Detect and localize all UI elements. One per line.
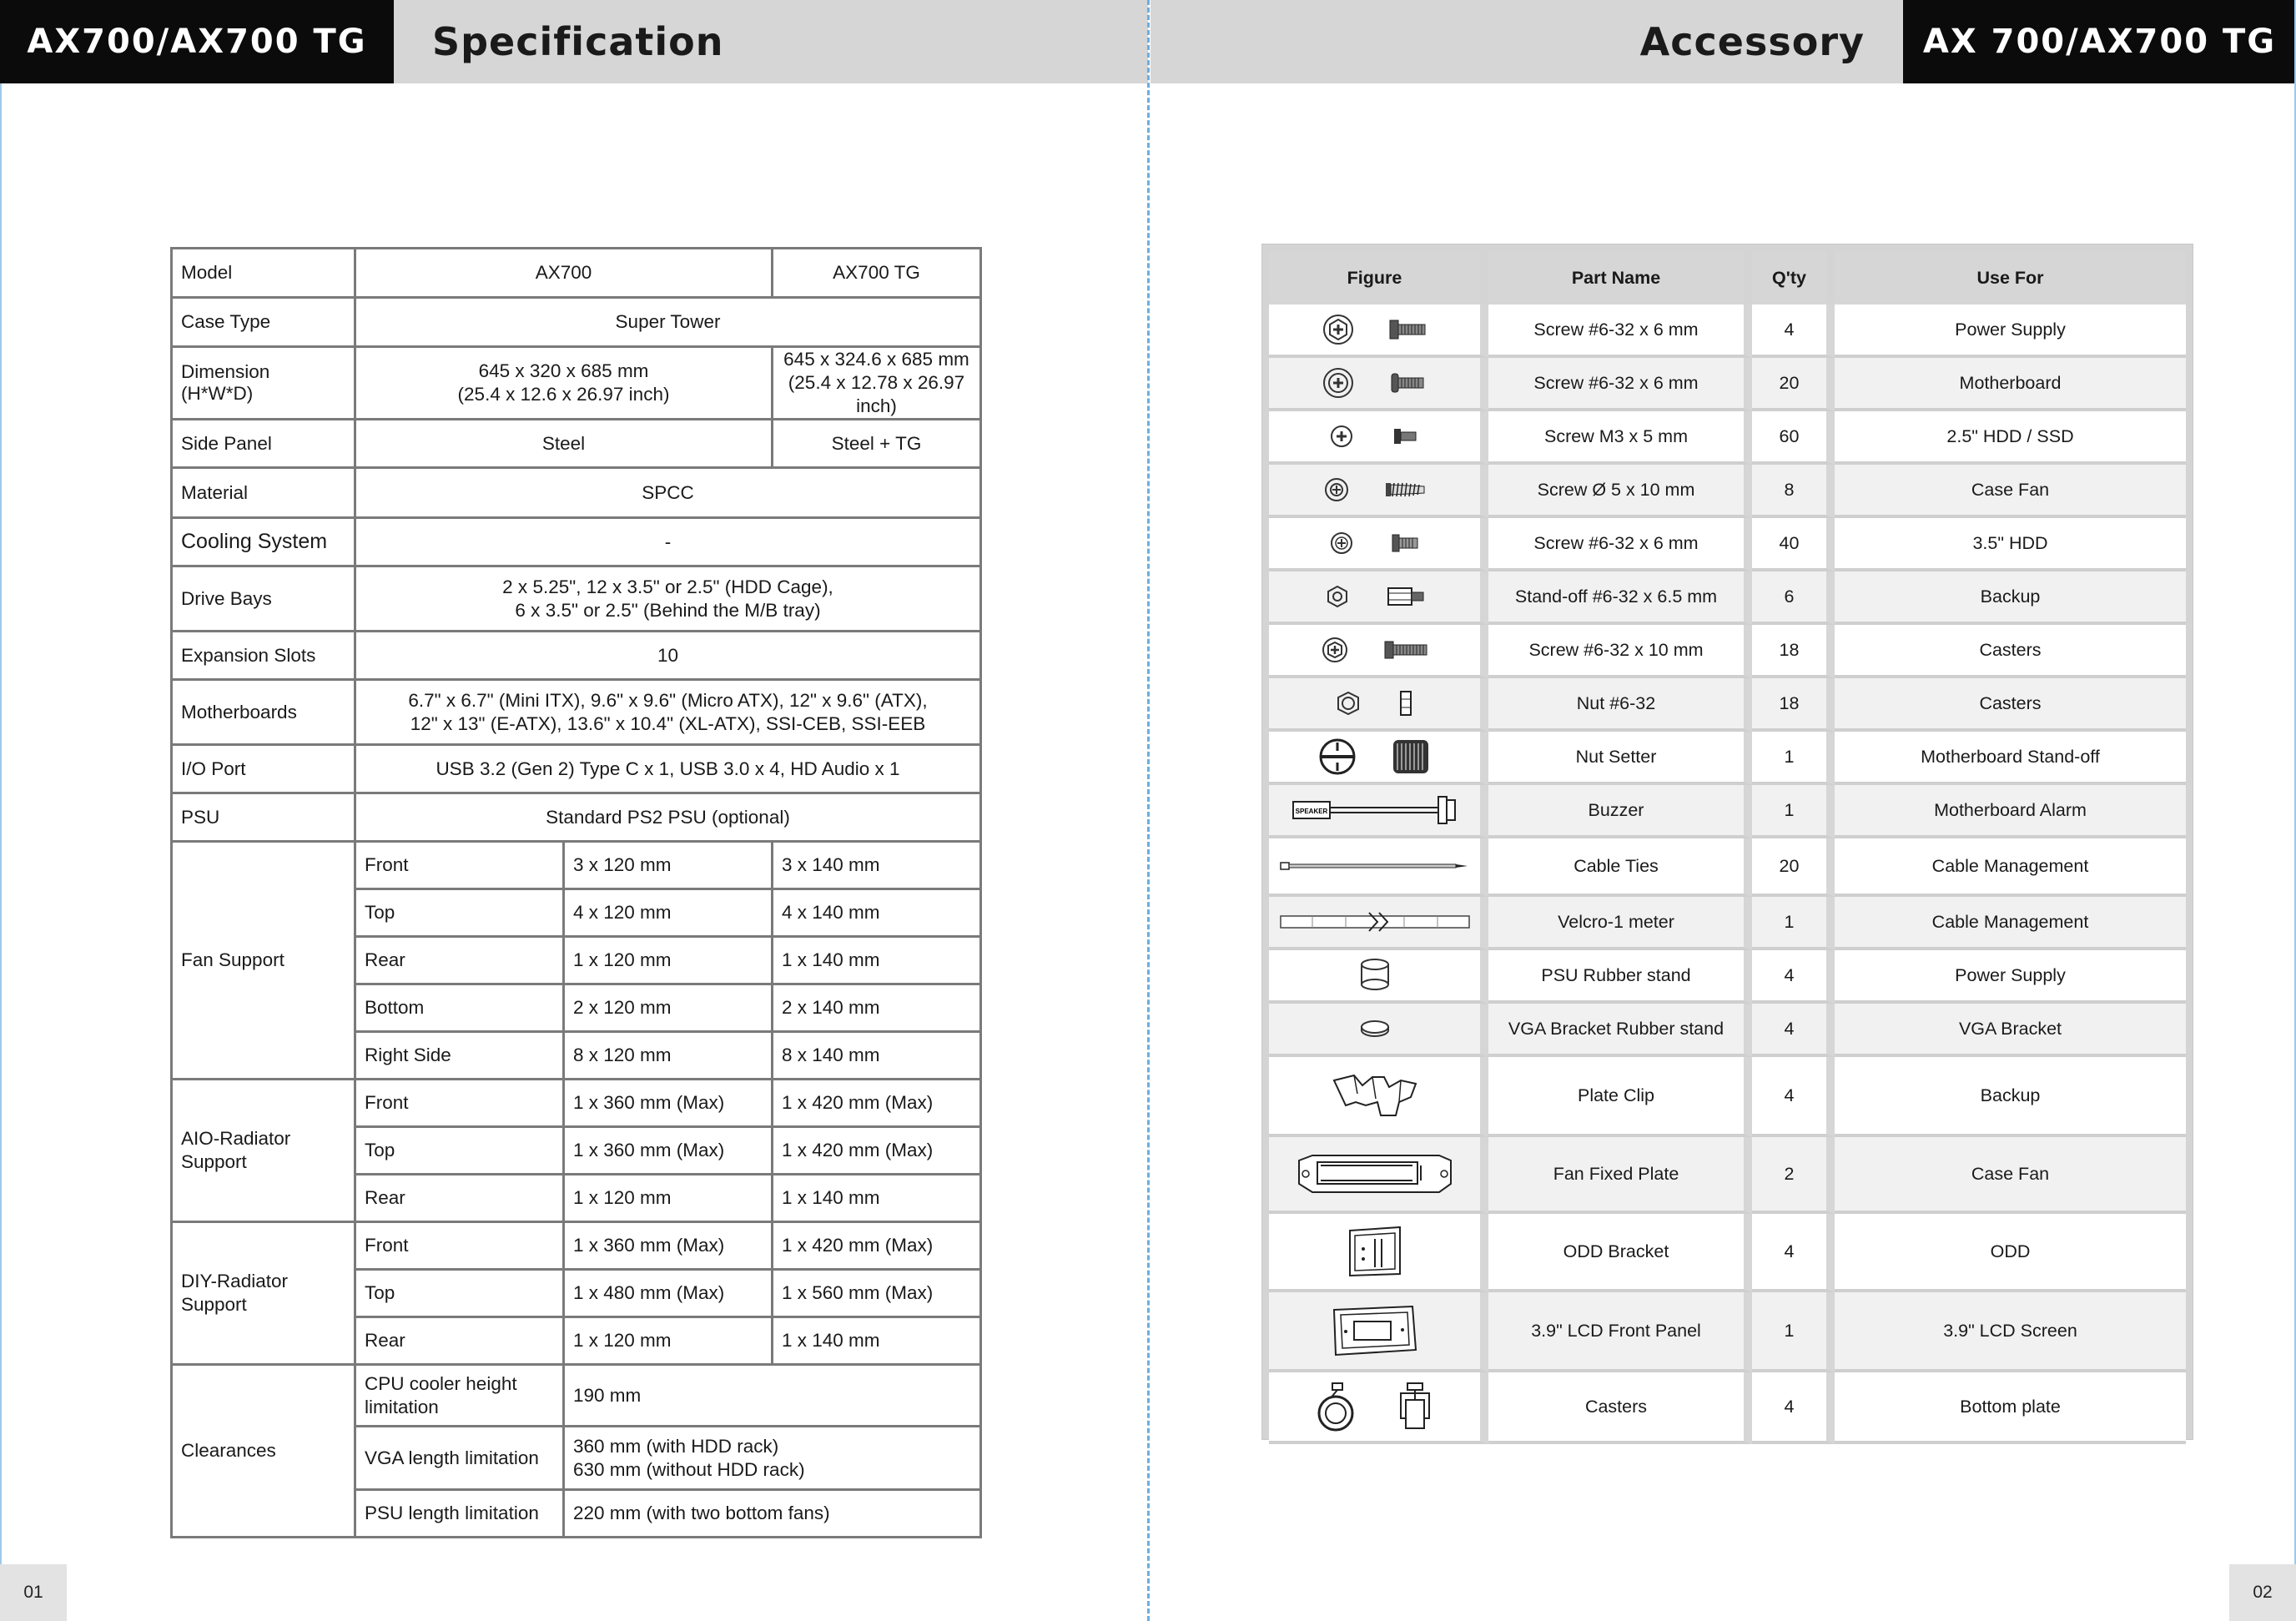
- part-use: 3.9" LCD Screen: [1835, 1292, 2186, 1372]
- part-use: Backup: [1835, 1057, 2186, 1137]
- spec-label: PSU: [172, 793, 355, 842]
- spec-row-psu: [172, 793, 981, 842]
- part-name: Nut Setter: [1488, 732, 1752, 785]
- specification-table: [170, 247, 982, 1538]
- spec-label: Side Panel: [172, 420, 355, 468]
- accessory-row: [1269, 678, 2186, 732]
- spec-value: -: [355, 518, 981, 566]
- spec-row-aio-front: [172, 1080, 981, 1127]
- accessory-row: [1269, 732, 2186, 785]
- spec-value: 1 x 480 mm (Max): [564, 1270, 773, 1317]
- spec-value: 220 mm (with two bottom fans): [564, 1490, 981, 1538]
- drive-bays-line2: 6 x 3.5" or 2.5" (Behind the M/B tray): [515, 599, 821, 621]
- part-use: Backup: [1835, 571, 2186, 625]
- spec-row-dimension: [172, 347, 981, 420]
- part-qty: 2: [1752, 1137, 1835, 1214]
- spec-position: Bottom: [355, 984, 564, 1032]
- spec-label: Expansion Slots: [172, 632, 355, 680]
- motherboards-line2: 12" x 13" (E-ATX), 13.6" x 10.4" (XL-ATX), SSI-CEB, SSI-EEB: [410, 712, 926, 734]
- spec-position: Front: [355, 1222, 564, 1270]
- spec-value: 4 x 120 mm: [564, 889, 773, 937]
- page-number-left: [0, 1564, 67, 1621]
- part-use: ODD: [1835, 1214, 2186, 1292]
- accessory-row: [1269, 785, 2186, 838]
- part-qty: 4: [1752, 1372, 1835, 1444]
- vga-line2: 630 mm (without HDD rack): [573, 1458, 805, 1480]
- accessory-row: [1269, 625, 2186, 678]
- part-qty: 60: [1752, 411, 1835, 465]
- right-model-header: [1903, 0, 2296, 83]
- part-name: Stand-off #6-32 x 6.5 mm: [1488, 571, 1752, 625]
- part-name: Screw #6-32 x 6 mm: [1488, 358, 1752, 411]
- part-use: Cable Management: [1835, 897, 2186, 950]
- caster-icon: [1270, 1373, 1479, 1440]
- motherboards-line1: 6.7" x 6.7" (Mini ITX), 9.6" x 9.6" (Micro ATX), 12" x 9.6" (ATX),: [408, 689, 928, 711]
- dimension-ax700-line2: (25.4 x 12.6 x 26.97 inch): [457, 384, 670, 405]
- spec-label: I/O Port: [172, 745, 355, 793]
- part-name: 3.9" LCD Front Panel: [1488, 1292, 1752, 1372]
- spec-position: VGA length limitation: [355, 1427, 564, 1490]
- part-qty: 4: [1752, 1057, 1835, 1137]
- spec-value: 1 x 420 mm (Max): [773, 1127, 981, 1175]
- diy-label-line1: DIY-Radiator: [181, 1271, 288, 1291]
- spec-value: 190 mm: [564, 1365, 981, 1427]
- spec-row-material: [172, 468, 981, 518]
- accessory-row: [1269, 1292, 2186, 1372]
- accessory-row: [1269, 897, 2186, 950]
- long-screw-icon: [1270, 626, 1479, 674]
- accessory-row: [1269, 838, 2186, 897]
- part-use: 2.5" HDD / SSD: [1835, 411, 2186, 465]
- rubber-stand-icon: [1270, 951, 1479, 999]
- part-name: ODD Bracket: [1488, 1214, 1752, 1292]
- buzzer-speaker-label: SPEAKER: [1295, 808, 1327, 815]
- spec-value: SPCC: [355, 468, 981, 518]
- spec-value: 8 x 140 mm: [773, 1032, 981, 1080]
- spec-row-clearance-cpu: [172, 1365, 981, 1427]
- part-name: Plate Clip: [1488, 1057, 1752, 1137]
- odd-bracket-icon: [1270, 1215, 1479, 1288]
- dimension-ax700-line1: 645 x 320 x 685 mm: [478, 360, 649, 381]
- nut-setter-icon: [1270, 732, 1479, 781]
- plate-clip-icon: [1270, 1058, 1479, 1133]
- part-qty: 4: [1752, 1214, 1835, 1292]
- spec-value: 3 x 120 mm: [564, 842, 773, 889]
- accessory-row: [1269, 571, 2186, 625]
- spec-position: Top: [355, 1270, 564, 1317]
- spec-value: 10: [355, 632, 981, 680]
- spec-value: 1 x 360 mm (Max): [564, 1127, 773, 1175]
- spec-value: Standard PS2 PSU (optional): [355, 793, 981, 842]
- spec-value: 1 x 420 mm (Max): [773, 1080, 981, 1127]
- part-qty: 4: [1752, 305, 1835, 358]
- part-use: Case Fan: [1835, 1137, 2186, 1214]
- fan-plate-icon: [1270, 1138, 1479, 1210]
- aio-label-line1: AIO-Radiator: [181, 1128, 291, 1149]
- spec-label: Drive Bays: [172, 566, 355, 632]
- spec-value: Super Tower: [355, 298, 981, 347]
- spec-position: Top: [355, 1127, 564, 1175]
- spec-row-drive-bays: [172, 566, 981, 632]
- right-model-text: AX 700/AX700 TG: [1922, 23, 2277, 61]
- vga-rubber-icon: [1270, 1004, 1479, 1053]
- part-name: PSU Rubber stand: [1488, 950, 1752, 1004]
- spec-value: 1 x 560 mm (Max): [773, 1270, 981, 1317]
- aio-label-line2: Support: [181, 1151, 247, 1172]
- fan-screw-icon: [1270, 466, 1479, 514]
- spec-value: [355, 347, 773, 420]
- spec-row-motherboards: [172, 680, 981, 745]
- part-qty: 1: [1752, 732, 1835, 785]
- spec-label: Case Type: [172, 298, 355, 347]
- part-name: Screw #6-32 x 6 mm: [1488, 518, 1752, 571]
- part-name: Fan Fixed Plate: [1488, 1137, 1752, 1214]
- accessory-header: [1151, 0, 1903, 83]
- page-number-right-text: 02: [2253, 1583, 2273, 1602]
- spec-label: [172, 1080, 355, 1222]
- spec-value: 1 x 120 mm: [564, 937, 773, 984]
- col-figure-header: Figure: [1269, 251, 1488, 305]
- spec-label: Fan Support: [172, 842, 355, 1080]
- accessory-table-frame: [1261, 244, 2193, 1440]
- accessory-row: [1269, 1372, 2186, 1444]
- spec-value: [564, 1427, 981, 1490]
- specification-header: [394, 0, 1148, 83]
- part-qty: 40: [1752, 518, 1835, 571]
- part-use: Bottom plate: [1835, 1372, 2186, 1444]
- spec-label: Dimension (H*W*D): [172, 347, 355, 420]
- spec-value: 4 x 140 mm: [773, 889, 981, 937]
- lcd-panel-icon: [1270, 1293, 1479, 1368]
- diy-label-line2: Support: [181, 1294, 247, 1315]
- accessory-row: [1269, 950, 2186, 1004]
- accessory-row: [1269, 465, 2186, 518]
- spec-position: Top: [355, 889, 564, 937]
- part-qty: 20: [1752, 358, 1835, 411]
- part-name: VGA Bracket Rubber stand: [1488, 1004, 1752, 1057]
- drive-bays-line1: 2 x 5.25", 12 x 3.5" or 2.5" (HDD Cage),: [502, 576, 833, 597]
- spec-position: Rear: [355, 1175, 564, 1222]
- accessory-row: [1269, 305, 2186, 358]
- left-edge-line: [0, 83, 2, 1621]
- cpu-label-line1: CPU cooler height: [365, 1372, 517, 1394]
- dimension-ax700tg-line2: (25.4 x 12.78 x 26.97 inch): [788, 372, 965, 416]
- part-use: Motherboard Stand-off: [1835, 732, 2186, 785]
- part-name: Nut #6-32: [1488, 678, 1752, 732]
- spec-value: [355, 680, 981, 745]
- part-qty: 1: [1752, 785, 1835, 838]
- spec-value: 1 x 140 mm: [773, 1317, 981, 1365]
- spec-row-expansion: [172, 632, 981, 680]
- part-use: Case Fan: [1835, 465, 2186, 518]
- accessory-title: Accessory: [1639, 19, 1865, 64]
- part-use: Power Supply: [1835, 950, 2186, 1004]
- part-qty: 1: [1752, 897, 1835, 950]
- spec-value: Steel + TG: [773, 420, 981, 468]
- accessory-table: [1269, 251, 2186, 1444]
- cable-tie-icon: [1270, 839, 1479, 893]
- spec-value: 1 x 140 mm: [773, 1175, 981, 1222]
- spec-value: 1 x 360 mm (Max): [564, 1080, 773, 1127]
- accessory-row: [1269, 518, 2186, 571]
- accessory-row: [1269, 1057, 2186, 1137]
- part-use: Motherboard Alarm: [1835, 785, 2186, 838]
- spec-value: 2 x 120 mm: [564, 984, 773, 1032]
- accessory-header-row: [1269, 251, 2186, 305]
- spec-position: Rear: [355, 1317, 564, 1365]
- spec-value: USB 3.2 (Gen 2) Type C x 1, USB 3.0 x 4, HD Audio x 1: [355, 745, 981, 793]
- left-model-text: AX700/AX700 TG: [27, 23, 367, 61]
- hdd-screw-icon: [1270, 519, 1479, 567]
- standoff-icon: [1270, 572, 1479, 621]
- spec-value: 8 x 120 mm: [564, 1032, 773, 1080]
- spec-row-case-type: [172, 298, 981, 347]
- spec-position: Rear: [355, 937, 564, 984]
- spec-value: 3 x 140 mm: [773, 842, 981, 889]
- page-number-right: [2229, 1564, 2296, 1621]
- spec-label: Motherboards: [172, 680, 355, 745]
- spec-value: AX700 TG: [773, 249, 981, 298]
- part-qty: 6: [1752, 571, 1835, 625]
- part-qty: 8: [1752, 465, 1835, 518]
- part-name: Velcro-1 meter: [1488, 897, 1752, 950]
- spec-value: 2 x 140 mm: [773, 984, 981, 1032]
- spec-position: [355, 1365, 564, 1427]
- spec-value: [355, 566, 981, 632]
- part-use: Cable Management: [1835, 838, 2186, 897]
- spec-label: Material: [172, 468, 355, 518]
- accessory-row: [1269, 358, 2186, 411]
- spec-row-cooling: [172, 518, 981, 566]
- spec-row-model: [172, 249, 981, 298]
- spec-position: Front: [355, 842, 564, 889]
- accessory-row: [1269, 411, 2186, 465]
- spec-value: [773, 347, 981, 420]
- spec-value: 1 x 120 mm: [564, 1175, 773, 1222]
- part-use: Motherboard: [1835, 358, 2186, 411]
- spec-position: Right Side: [355, 1032, 564, 1080]
- spec-row-fan-front: [172, 842, 981, 889]
- left-model-header: [0, 0, 394, 83]
- part-name: Cable Ties: [1488, 838, 1752, 897]
- part-qty: 4: [1752, 1004, 1835, 1057]
- spec-value: 1 x 420 mm (Max): [773, 1222, 981, 1270]
- spec-position: PSU length limitation: [355, 1490, 564, 1538]
- page-divider: [1147, 0, 1150, 1621]
- spec-row-side-panel: [172, 420, 981, 468]
- hex-screw-icon: [1270, 305, 1479, 354]
- spec-row-diy-front: [172, 1222, 981, 1270]
- round-screw-icon: [1270, 359, 1479, 407]
- dimension-ax700tg-line1: 645 x 324.6 x 685 mm: [783, 349, 969, 370]
- part-name: Screw #6-32 x 6 mm: [1488, 305, 1752, 358]
- part-qty: 18: [1752, 678, 1835, 732]
- col-qty-header: Q'ty: [1752, 251, 1835, 305]
- spec-value: Steel: [355, 420, 773, 468]
- part-qty: 20: [1752, 838, 1835, 897]
- buzzer-icon: [1270, 786, 1479, 834]
- part-qty: 1: [1752, 1292, 1835, 1372]
- spec-value: AX700: [355, 249, 773, 298]
- spec-label: [172, 1222, 355, 1365]
- spec-value: 1 x 120 mm: [564, 1317, 773, 1365]
- spec-label: Cooling System: [172, 518, 355, 566]
- part-name: Screw Ø 5 x 10 mm: [1488, 465, 1752, 518]
- velcro-icon: [1270, 898, 1479, 946]
- part-name: Screw #6-32 x 10 mm: [1488, 625, 1752, 678]
- spec-value: 1 x 360 mm (Max): [564, 1222, 773, 1270]
- spec-row-io-port: [172, 745, 981, 793]
- part-qty: 18: [1752, 625, 1835, 678]
- vga-line1: 360 mm (with HDD rack): [573, 1435, 779, 1457]
- col-use-header: Use For: [1835, 251, 2186, 305]
- part-name: Casters: [1488, 1372, 1752, 1444]
- col-part-header: Part Name: [1488, 251, 1752, 305]
- accessory-row: [1269, 1137, 2186, 1214]
- accessory-row: [1269, 1214, 2186, 1292]
- part-use: 3.5" HDD: [1835, 518, 2186, 571]
- spec-position: Front: [355, 1080, 564, 1127]
- part-qty: 4: [1752, 950, 1835, 1004]
- part-name: Buzzer: [1488, 785, 1752, 838]
- cpu-label-line2: limitation: [365, 1396, 439, 1417]
- spec-label: Clearances: [172, 1365, 355, 1538]
- spec-value: 1 x 140 mm: [773, 937, 981, 984]
- small-screw-icon: [1270, 412, 1479, 461]
- accessory-row: [1269, 1004, 2186, 1057]
- specification-title: Specification: [432, 19, 724, 64]
- part-name: Screw M3 x 5 mm: [1488, 411, 1752, 465]
- spec-label: Model: [172, 249, 355, 298]
- part-use: Power Supply: [1835, 305, 2186, 358]
- page-number-left-text: 01: [23, 1583, 43, 1602]
- nut-icon: [1270, 679, 1479, 727]
- part-use: VGA Bracket: [1835, 1004, 2186, 1057]
- part-use: Casters: [1835, 678, 2186, 732]
- part-use: Casters: [1835, 625, 2186, 678]
